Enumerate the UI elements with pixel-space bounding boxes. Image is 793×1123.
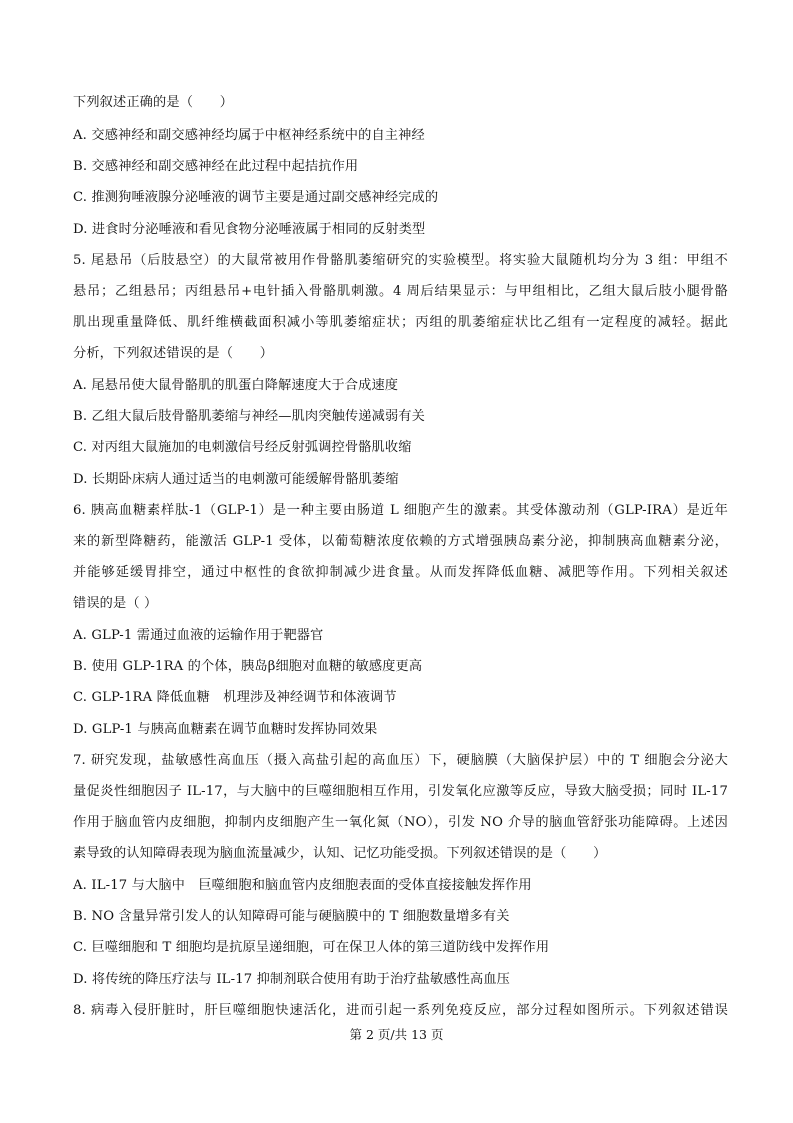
q7-stem-line-1: 7. 研究发现，盐敏感性高血压（摄入高盐引起的高血压）下，硬脑膜（大脑保护层）中的 T 细胞会分泌大 [73, 753, 728, 768]
q5-stem-line-3: 肌出现重量降低、肌纤维横截面积减小等肌萎缩症状；丙组的肌萎缩症状比乙组有一定程度的减轻。据此 [73, 315, 728, 330]
q6-option-a: A. GLP-1 需通过血液的运输作用于靶器官 [73, 628, 324, 643]
q7-stem-line-4: 素导致的认知障碍表现为脑血流量减少，认知、记忆功能受损。下列叙述错误的是（ ） [73, 846, 607, 861]
q6-option-d: D. GLP-1 与胰高血糖素在调节血糖时发挥协同效果 [73, 722, 378, 737]
q5-option-c: C. 对丙组大鼠施加的电刺激信号经反射弧调控骨骼肌收缩 [73, 440, 412, 455]
q5-stem-line-4: 分析，下列叙述错误的是（ ） [73, 346, 274, 361]
q5-option-d: D. 长期卧床病人通过适当的电刺激可能缓解骨骼肌萎缩 [73, 472, 399, 487]
q7-stem-line-3: 作用于脑血管内皮细胞，抑制内皮细胞产生一氧化氮（NO），引发 NO 介导的脑血管舒张功能障碍。上述因 [73, 815, 728, 830]
q4-option-d: D. 进食时分泌唾液和看见食物分泌唾液属于相同的反射类型 [73, 222, 426, 237]
page-footer: 第 2 页/共 13 页 [349, 1027, 444, 1042]
q7-option-d: D. 将传统的降压疗法与 IL-17 抑制剂联合使用有助于治疗盐敏感性高血压 [73, 972, 511, 987]
q5-option-a: A. 尾悬吊使大鼠骨骼肌的肌蛋白降解速度大于合成速度 [73, 378, 399, 393]
q6-option-b: B. 使用 GLP-1RA 的个体，胰岛β细胞对血糖的敏感度更高 [73, 659, 423, 674]
q4-option-a: A. 交感神经和副交感神经均属于中枢神经系统中的自主神经 [73, 128, 425, 143]
q8-stem-line-1: 8. 病毒入侵肝脏时，肝巨噬细胞快速活化，进而引起一系列免疫反应，部分过程如图所示。下列叙述错误 [73, 1003, 728, 1018]
q6-stem-line-4: 错误的是（ ） [73, 596, 158, 611]
q7-option-b: B. NO 含量异常引发人的认知障碍可能与硬脑膜中的 T 细胞数量增多有关 [73, 909, 510, 924]
q4-stem: 下列叙述正确的是（ ） [73, 95, 234, 110]
q7-stem-line-2: 量促炎性细胞因子 IL-17，与大脑中的巨噬细胞相互作用，引发氧化应激等反应，导致大脑受损；同时 IL-17 [73, 784, 728, 799]
q6-stem-line-2: 来的新型降糖药，能激活 GLP-1 受体，以葡萄糖浓度依赖的方式增强胰岛素分泌，抑制胰高血糖素分泌， [73, 534, 728, 549]
q7-option-a: A. IL-17 与大脑中 巨噬细胞和脑血管内皮细胞表面的受体直接接触发挥作用 [73, 878, 532, 893]
q4-option-c: C. 推测狗唾液腺分泌唾液的调节主要是通过副交感神经完成的 [73, 190, 439, 205]
q6-stem-line-3: 并能够延缓胃排空，通过中枢性的食欲抑制减少进食量。从而发挥降低血糖、减肥等作用。下列相关叙述 [73, 565, 728, 580]
q6-stem-line-1: 6. 胰高血糖素样肽-1（GLP-1）是一种主要由肠道 L 细胞产生的激素。其受体激动剂（GLP-IRA）是近年 [73, 503, 728, 518]
q4-option-b: B. 交感神经和副交感神经在此过程中起拮抗作用 [73, 159, 359, 174]
q6-option-c: C. GLP-1RA 降低血糖 机理涉及神经调节和体液调节 [73, 690, 397, 705]
q5-stem-line-1: 5. 尾悬吊（后肢悬空）的大鼠常被用作骨骼肌萎缩研究的实验模型。将实验大鼠随机均分为 3 组：甲组不 [73, 253, 728, 268]
q5-option-b: B. 乙组大鼠后肢骨骼肌萎缩与神经—肌肉突触传递减弱有关 [73, 409, 425, 424]
q7-option-c: C. 巨噬细胞和 T 细胞均是抗原呈递细胞，可在保卫人体的第三道防线中发挥作用 [73, 940, 550, 955]
q5-stem-line-2: 悬吊；乙组悬吊；丙组悬吊+电针插入骨骼肌刺激。4 周后结果显示：与甲组相比，乙组大鼠后肢小腿骨骼 [73, 284, 728, 299]
